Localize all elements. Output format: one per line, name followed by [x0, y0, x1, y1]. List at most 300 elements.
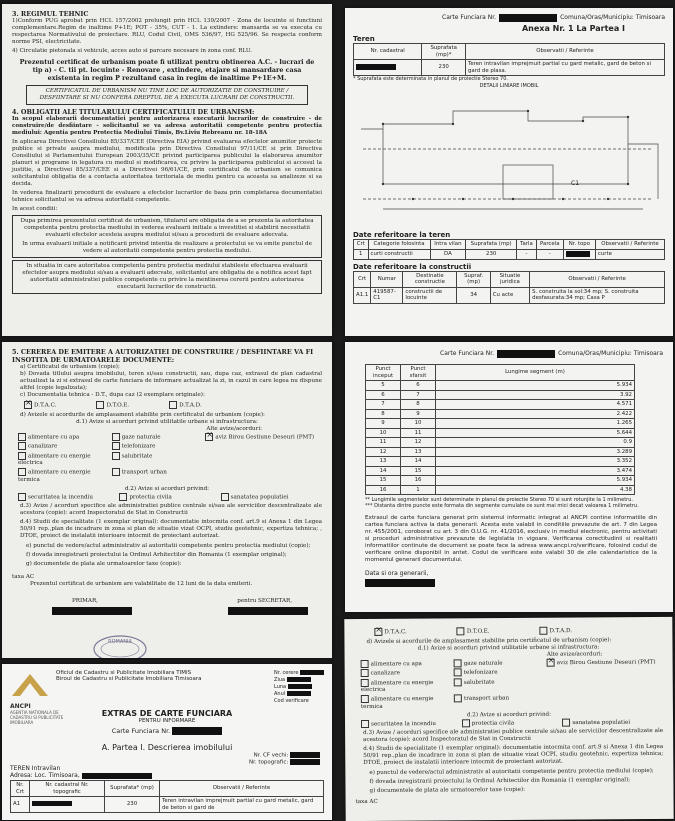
dt-option [539, 627, 572, 636]
table-header: Destinatie constructie [403, 271, 457, 287]
checkbox-icon [96, 401, 104, 409]
table-cell: 16 [401, 476, 436, 486]
utility-item [454, 677, 543, 693]
table-cell: 0.9 [436, 438, 635, 448]
table-header: Nr. cadastral [354, 44, 422, 60]
checkbox-icon [454, 678, 462, 686]
table-cell: 6 [401, 381, 436, 391]
meta-row [274, 677, 324, 684]
environment-box-line: Dupa primirea prezentului certificat de urbanism, titularul are obligatia de a se prezenta la autoritatea competenta pentru protectia mediului in vederea evaluarii initiale a investitiei si stabilirii necesitatii evaluarii efectelor acesteia asupra mediului si/sau a procedurii de evaluare adecvata. [20, 218, 314, 238]
e-item: e) punctul de vedere/actul administrativ al autoritatii competente pentru protectia mediului (copie); [369, 767, 654, 776]
d2-items [361, 717, 663, 728]
table-cell: 12 [366, 447, 401, 457]
table-cell: 3.289 [436, 447, 635, 457]
cf-number-row [10, 727, 324, 735]
constr-title: Date referitoare la constructii [353, 262, 472, 271]
table-cell: S. construita la sol:34 mp; S. construita desfasurata:34 mp; Casa P [530, 287, 665, 303]
f-item: f) dovada inregistrarii proiectului la Ordinul Arhitectilor din Romania (1 exemplar original); [369, 777, 631, 785]
dt-option-label: D.T.O.E. [106, 402, 130, 409]
table-row [366, 438, 635, 448]
utilities-grid [18, 433, 322, 484]
extract-body: Extrasul de carte funciara generat prin sistemul informatic integrat al ANCPI contine informatiile din cartea funciara activa la data generarii. Acesta este valabil in conditiile prevazute de art. 7 din Legea nr. 455/2001, coroborat cu art. 3 din O.U.G. nr. 41/2016, exclusiv in mediul electronic, pentru activitati si proceduri administrative prevazute de legislatia in vigoare. Verificarea corectitudinii si realitatii informatiilor continute de document se poate face la adresa www.ancpi.ro/verificare, folosind codul de verificare online disponibil in antet. Codul de verificare este valabil 30 de zile calendaristice de la momentul generarii documentului. [365, 515, 657, 563]
signature-redactions [52, 607, 308, 615]
obligations-heading: 4. OBLIGATII ALE TITULARULUI CERTIFICATULUI DE URBANISM: [12, 108, 255, 116]
dt-option-label: D.T.A.D. [179, 402, 202, 409]
utility-item [18, 452, 108, 468]
checkbox-icon [18, 442, 26, 450]
d2-heading: d.2) Avize si acorduri privind: [466, 711, 552, 718]
d2-item-label: protectia civila [471, 719, 515, 727]
table-cell: 3.474 [436, 466, 635, 476]
table-header: Tarla [517, 240, 537, 250]
table-cell: 6 [366, 390, 401, 400]
utility-label: alimentare cu apa [370, 660, 422, 667]
redaction [288, 684, 312, 689]
table-header: Nr. topo [563, 240, 595, 250]
document-item: b) Dovada titlului asupra imobilului, teren si/sau constructii, sau, dupa caz, extrasul de plan cadastral actualizat la zi si extrasul de carte funciara de informare actualizat la zi, in cazul in care legea nu dispune altfel (copie legalizata); [20, 371, 322, 391]
d2-items [18, 493, 322, 502]
checkbox-icon [361, 719, 369, 727]
utility-item [112, 468, 202, 484]
regime-text: 1)Conform PUG aprobat prin HCL 157/2002 prelungit prin HCL 139/2007 - Zona de locuinte si functiuni complementare.Regim de inaltime P+1E; POT - 35%, CUT - 1. La extindere: mansarda se va executa cu respectarea Normativului de proiectare. RLU, Codul Civil, OMS 536/97, HG 525/96. Se respecta conform norme PSI, electricitate. [12, 18, 322, 45]
checkbox-icon [221, 493, 229, 501]
table-header: Situatie juridica [490, 271, 529, 287]
checkbox-icon [112, 468, 120, 476]
utility-item [361, 659, 450, 668]
d3-text: d.3) Avize / acorduri specifice ale administratiei publice centrale si/sau ale serviciilor descentralizate ale acestora (copie): acord Inspectoratul de Stat in Constructii [363, 727, 664, 744]
table-cell: Cu acte [490, 287, 529, 303]
regime-heading: 3. REGIMUL TEHNIC [12, 10, 89, 18]
dt-option [24, 401, 56, 410]
table-cell: 34 [457, 287, 490, 303]
neighbor-outline [628, 144, 658, 199]
table-header: Supraf. (mp) [457, 271, 490, 287]
dt-options [374, 626, 662, 637]
checkbox-icon [119, 493, 127, 501]
other-aviz-label: aviz Birou Gestiune Deseuri (PMT) [215, 434, 315, 440]
d2-item [462, 718, 563, 727]
certificate-statement: Prezentul certificat de urbanism poate fi utilizat pentru obtinerea A.C. - lucrari de tip a) - C. tii pt. locuinte - Renovare , extindere, etajare si mansardare casa existenta in regim P rezultand casa in regim de inaltime P+1E+M. [19, 58, 315, 82]
checkbox-icon [18, 433, 26, 441]
table-header: Punct sfarsit [401, 365, 436, 381]
table-header: Observatii / Referinte [530, 271, 665, 287]
primar-label: PRIMAR, [72, 598, 98, 604]
table-header: Nr. cadastral Nr. topografic [30, 781, 105, 797]
redaction [290, 752, 320, 758]
table-cell: 7 [366, 400, 401, 410]
table-row [366, 447, 635, 457]
other-aviz-item [205, 433, 322, 442]
document-page-annex [345, 8, 673, 336]
dt-option-label: D.T.A.D. [549, 628, 573, 635]
table-cell: 9 [366, 419, 401, 429]
utilities-grid [361, 657, 663, 710]
meta-label: Nr. cerere [274, 670, 299, 676]
building-label: C1 [571, 180, 580, 187]
table-cell: 2.422 [436, 409, 635, 419]
table-cell: constructii de locuinte [403, 287, 457, 303]
checkbox-icon [112, 433, 120, 441]
dt-option [169, 401, 202, 410]
utility-label: telefonizare [121, 443, 156, 450]
utility-label: alimentare cu energie termica [360, 696, 434, 710]
table-cell: 3.352 [436, 457, 635, 467]
environment-box [12, 215, 322, 258]
obligations-intro: In scopul elaborarii documentatiei pentru autorizarea executarii lucrarilor de construire - de construire/de desfiintare - solicitantul se va adresa autoritatii competente pentru protectia mediului: Agentia pentru Protectia Mediului Timis, Bv.Liviu Rebreanu nr. 18-18A [12, 116, 322, 136]
signatures [72, 598, 292, 605]
table-cell: 5.644 [436, 428, 635, 438]
regime-note: 4) Circulatie pietonala si vehicule, acces auto si parcare necesare in zona conf. RLU. [12, 48, 252, 54]
redaction [228, 607, 308, 615]
table-row [366, 428, 635, 438]
e-item: e) punctul de vedere/actul administrativ al autoritatii competente pentru protectia mediului (copie); [26, 543, 311, 549]
redaction [172, 727, 222, 735]
table-cell: 230 [105, 797, 160, 813]
d2-item-label: securitatea la incendiu [28, 494, 93, 500]
teren-data-title: Date referitoare la teren [353, 231, 451, 239]
d2-item [361, 719, 462, 728]
table-cell: 10 [366, 428, 401, 438]
partea-title: A. Partea I. Descrierea imobilului [101, 743, 233, 752]
d2-item-label: sanatatea populatiei [572, 719, 631, 726]
table-cell: 14 [366, 466, 401, 476]
table-cell: 15 [366, 476, 401, 486]
documents-heading: 5. CEREREA DE EMITERE A AUTORIZATIEI DE CONSTRUIRE / DESFIINTARE VA FI INSOTITA DE URMATOARELE DOCUMENTE: [12, 348, 314, 364]
redaction [287, 691, 311, 696]
utility-item [454, 694, 543, 710]
document-page-required-documents [2, 342, 332, 658]
tax-label: taxa AC [12, 574, 35, 580]
checkbox-icon [539, 627, 547, 635]
checked-checkbox-icon [205, 433, 213, 441]
checkbox-icon [169, 401, 177, 409]
parcel-outline [383, 111, 628, 184]
contact-note: In vederea finalizarii procedurii de evaluare a efectelor lucrarilor de baza prin completarea documentatiei tehnice solicitantul se va adresa autoritatii competente. [12, 190, 322, 203]
parcel-table [10, 780, 324, 813]
logo-name: ANCPI [10, 703, 31, 710]
address-row [10, 772, 324, 779]
table-header: Observatii / Referinte [160, 781, 324, 797]
table-cell: 5.934 [436, 381, 635, 391]
utility-item [361, 668, 450, 677]
d2-item [221, 493, 322, 502]
avize-heading: d) Avizele si acordurile de amplasament stabilite prin certificatul de urbanism (copie): [366, 636, 612, 645]
official-stamp-icon [92, 634, 148, 658]
table-cell: A1 [11, 797, 30, 813]
table-row [366, 400, 635, 410]
dt-option-label: D.T.O.E. [466, 628, 490, 635]
validity-text: Prezentul certificat de urbanism are valabilitate de 12 luni de la data emiterii. [30, 581, 253, 587]
checkbox-icon [361, 695, 369, 703]
utility-label: salubritate [463, 679, 495, 686]
table-cell: - [517, 249, 537, 259]
obligations-text: In aplicarea Directivei Consiliului 85/337/CEE (Directiva EIA) privind evaluarea efectelor anumitor proiecte publice si private asupra mediului, modificata prin Directiva Consiliului 97/11/CE si prin Directiva Consiliului si Parlamentului European 2003/35/CE privind participarea publicului la elaborarea anumitor planuri si programe in legatura cu mediul si modificarea, cu privire la participarea publicului si accesul la justitie, a Directivei 85/337/CEE si a Directivei 96/61/CE, prin certificatul de urbanism se comunica solicitantului obligatia de a contacta autoritatea teritoriala de mediu pentru ca aceasta sa analizeze si sa decida. [12, 139, 322, 187]
cf-header-prefix: Carte Funciara Nr. [442, 14, 497, 21]
meta-row [274, 698, 324, 705]
table-note: * Suprafata este determinata in planul de proiectie Stereo 70. [353, 76, 509, 82]
d2-item-label: protectia civila [129, 494, 172, 500]
d2-item [18, 493, 119, 502]
utility-item [112, 433, 202, 442]
secretar-label: pentru SECRETAR, [237, 598, 292, 604]
utility-label: gaze naturale [121, 434, 161, 440]
agency-header [10, 670, 324, 705]
plan-caption: DETALII LINIARE IMOBIL [479, 83, 539, 89]
utility-label: alimentare cu energie termica [18, 469, 91, 483]
checkbox-icon [18, 493, 26, 501]
d2-item [562, 717, 663, 726]
checkbox-icon [462, 719, 470, 727]
checkbox-icon [454, 668, 462, 676]
agency-line: Biroul de Cadastru si Publicitate Imobiliara Timisoara [56, 676, 202, 682]
table-cell: 5.934 [436, 476, 635, 486]
table-cell: 12 [401, 438, 436, 448]
redaction [497, 350, 555, 358]
checked-checkbox-icon [24, 401, 32, 409]
checked-checkbox-icon [547, 658, 555, 666]
g-item: g) documentele de plata ale urmatoarelor taxe (copie): [26, 561, 182, 567]
table-cell: 10 [401, 419, 436, 429]
notice-box: CERTIFICATUL DE URBANISM NU TINE LOC DE AUTORIZATIE DE CONSTRUIRE / DESFIINTARE SI NU CONFERA DREPTUL DE A EXECUTA LUCRARI DE CONSTRUCTII. [26, 85, 308, 105]
utility-label: transport urban [463, 695, 510, 702]
table-cell: 14 [401, 457, 436, 467]
table-cell: 1 [401, 485, 436, 495]
table-row [366, 390, 635, 400]
utility-item [454, 668, 543, 677]
environment-box-line: In urma evaluarii initiale a notificarii privind intentia de realizare a proiectului se va emite punctul de vedere al autoritatii competente pentru protectia mediului. [22, 241, 312, 254]
table-cell: Teren intravilan imprejmuit partial cu gard metalic, gard de beton si gard de plasa. [465, 60, 664, 76]
document-page-land-extract [2, 664, 332, 820]
f-item: f) dovada inregistrarii proiectului la Ordinul Arhitectilor din Romania (1 exemplar original); [26, 552, 287, 558]
table-cell: curti constructii [368, 249, 430, 259]
checkbox-icon [454, 659, 462, 667]
meta-row [274, 684, 324, 691]
meta-label: Cod verificare [274, 698, 309, 704]
table-cell [563, 249, 595, 259]
teren-line: TEREN Intravilan [10, 765, 61, 772]
table-row [366, 485, 635, 495]
avize-sub: d.1) Avize si acorduri privind utilitatile urbane si infrastructura: [417, 643, 600, 652]
table-header: Suprafata* (mp) [105, 781, 160, 797]
utility-item [18, 468, 108, 484]
utility-label: alimentare cu energie electrica [18, 453, 91, 466]
dt-option-label: D.T.A.C. [384, 629, 407, 636]
utility-item [361, 678, 450, 694]
teren-summary-table [353, 43, 665, 76]
utility-label: gaze naturale [463, 660, 503, 667]
cf-label: Carte Funciara Nr. [111, 727, 171, 735]
date-label: Data si ora generarii, [365, 570, 429, 577]
table-row [366, 476, 635, 486]
checkbox-icon [18, 452, 26, 460]
table-cell: 4.571 [436, 400, 635, 410]
redaction [499, 14, 557, 22]
document-item: c) Documentatia tehnica - D.T., dupa caz (2 exemplare originale): [20, 392, 205, 398]
avize-sub: d.1) Avize si acorduri privind utilitatile urbane si infrastructura: [76, 418, 258, 425]
checkbox-icon [361, 678, 369, 686]
table-row [366, 466, 635, 476]
redaction [300, 670, 324, 675]
site-plan-drawing [353, 89, 665, 229]
table-header: Punct inceput [366, 365, 401, 381]
teren-label: Teren [353, 35, 375, 43]
extract-subtitle: PENTRU INFORMARE [138, 718, 196, 724]
table-header: Observatii / Referinte [465, 44, 664, 60]
cf-header [355, 350, 663, 358]
redaction [82, 773, 152, 779]
other-label: Alte avize/acorduri: [546, 650, 603, 658]
table-cell: 5 [366, 381, 401, 391]
table-cell: curte [595, 249, 664, 259]
table-header: Suprafata (mp) [466, 240, 517, 250]
d2-heading: d.2) Avize si acorduri privind: [124, 485, 210, 492]
checkbox-icon [18, 468, 26, 476]
address-label: Adresa: Loc. Timisoara, [10, 772, 80, 779]
teren-data-table [353, 239, 665, 260]
cf-header-suffix: Comuna/Oras/Municipiu: Timisoara [558, 350, 663, 357]
d3-text: d.3) Avize / acorduri specifice ale administratiei publice centrale si/sau ale serviciilor descentralizate ale acestora (copie): acord Inspectoratul de Stat in Constructii [20, 503, 322, 516]
table-row [366, 409, 635, 419]
meta-label: Luna [274, 684, 287, 690]
table-cell: 15 [401, 466, 436, 476]
table-header: Crt [354, 271, 371, 287]
request-meta [274, 670, 324, 705]
topo-label: Nr. topografic: [249, 759, 289, 765]
other-label: Alte avize/acorduri: [206, 425, 262, 432]
d2-item-label: securitatea la incendiu [371, 720, 437, 727]
redaction [365, 579, 435, 587]
table-cell: Teren intravilan imprejmuit partial cu gard metalic, gard de beton si gard de [160, 797, 324, 813]
table-cell [30, 797, 105, 813]
document-page-required-documents-copy [344, 617, 673, 821]
table-cell [354, 60, 422, 76]
table-header: Lungime segment (m) [436, 365, 635, 381]
d4-text: d.4) Studii de specialitate (1 exemplar original): documentatie intocmita conf. art.9 si Anexa 1 din Legea 50/91 rep.,plan de incadrare in zona si plan de situatie vizat OCPI, studiu geotehnic, expertiza tehnica; , DTOE, proiect de instalatii interioare intocmit de proiectant autorizat. [20, 519, 322, 539]
table-cell: 11 [401, 428, 436, 438]
utility-label: telefonizare [463, 669, 498, 676]
utility-label: salubritate [121, 453, 153, 459]
stamp-text: ROMANIA [108, 639, 132, 645]
table-header: Crt [354, 240, 369, 250]
dt-options [24, 401, 322, 410]
table-header: Categorie folosinta [368, 240, 430, 250]
utility-item [18, 433, 108, 442]
extract-title: EXTRAS DE CARTE FUNCIARA [101, 709, 233, 718]
utility-label: alimentare cu energie electrica [360, 679, 434, 694]
cf-old-label: Nr. CF vechi: [253, 752, 289, 759]
meta-row [274, 670, 324, 677]
segment-note: *** Distanta dintre puncte este formata din segmente cumulate ce sunt mai mici decat valoarea 1 milimetru. [365, 503, 639, 509]
checkbox-icon [457, 627, 465, 635]
document-page-urbanism-regime [2, 4, 332, 336]
other-aviz-label: aviz Birou Gestiune Deseuri (PMT) [556, 658, 656, 666]
utility-label: alimentare cu apa [28, 434, 80, 440]
dt-option [374, 628, 406, 637]
table-header: Numar [371, 271, 403, 287]
utility-item [112, 452, 202, 468]
checkbox-icon [112, 442, 120, 450]
table-header: Suprafata (mp)* [422, 44, 466, 60]
construction-table [353, 271, 665, 304]
d2-item-label: sanatatea populatiei [230, 494, 289, 500]
checkbox-icon [562, 718, 570, 726]
redaction [290, 759, 320, 765]
table-cell: 9 [401, 409, 436, 419]
logo-sub: AGENTIA NATIONALA DE CADASTRU SI PUBLICITATE IMOBILIARA [10, 710, 64, 725]
table-cell: 419587-C1 [371, 287, 403, 303]
meta-row [274, 691, 324, 698]
table-cell: 7 [401, 390, 436, 400]
table-cell: 230 [466, 249, 517, 259]
table-cell: A1.1 [354, 287, 371, 303]
dt-option-label: D.T.A.C. [34, 402, 57, 409]
segment-note: ** Lungimile segmentelor sunt determinate in planul de proiectie Stereo 70 si sunt rotunjite la 1 milimetru. [365, 497, 633, 503]
table-row [366, 419, 635, 429]
table-cell: 11 [366, 438, 401, 448]
utility-item [361, 694, 450, 710]
utility-label: canalizare [28, 443, 58, 450]
table-cell: 4.38 [436, 485, 635, 495]
annex-title: Anexa Nr. 1 La Partea I [521, 24, 625, 33]
agency-line: Oficiul de Cadastru si Publicitate Imobiliara TIMIS [56, 670, 192, 676]
ancpi-logo-icon [10, 670, 50, 704]
checked-checkbox-icon [374, 628, 382, 636]
checkbox-icon [112, 452, 120, 460]
table-cell: 8 [401, 400, 436, 410]
cf-header [353, 14, 665, 22]
utility-item [112, 442, 202, 451]
table-cell: 13 [366, 457, 401, 467]
table-cell: 3.92 [436, 390, 635, 400]
utility-label: canalizare [370, 670, 400, 677]
utility-item [454, 658, 543, 667]
checkbox-icon [361, 669, 369, 677]
meta-label: Anul [274, 691, 286, 697]
table-header: Nr. Crt [11, 781, 30, 797]
utility-label: transport urban [121, 469, 167, 476]
table-cell: 230 [422, 60, 466, 76]
meta-label: Ziua [274, 677, 286, 683]
table-row [366, 457, 635, 467]
table-cell: 8 [366, 409, 401, 419]
utility-item [18, 442, 108, 451]
cf-header-suffix: Comuna/Oras/Municipiu: Timisoara [560, 14, 665, 21]
table-cell: 1 [354, 249, 369, 259]
dt-option [96, 401, 129, 410]
d4-text: d.4) Studii de specialitate (1 exemplar original): documentatie intocmita conf. art.9 si Anexa 1 din Legea 50/91 rep.,plan de incadrare in zona si plan de situatie vizat OCPI, studiu geotehnic, expertiza tehnica; DTOE, proiect de instalatii interioare intocmit de proiectant autorizat. [363, 743, 664, 767]
building-c1 [503, 165, 553, 199]
dt-option [457, 627, 490, 636]
redaction [566, 251, 590, 257]
d2-item [119, 493, 220, 502]
table-header: Intra vilan [430, 240, 466, 250]
avize-heading: d) Avizele si acordurile de amplasament stabilite prin certificatul de urbanism (copie): [20, 411, 265, 418]
table-header: Observatii / Referinte [595, 240, 664, 250]
document-item: a) Certificatul de urbanism (copie); [20, 364, 120, 370]
tax-label: taxa AC [355, 798, 378, 806]
redaction [52, 607, 132, 615]
table-header: Parcela [536, 240, 563, 250]
checkbox-icon [361, 659, 369, 667]
redaction [287, 677, 311, 682]
table-cell: 1.265 [436, 419, 635, 429]
table-cell: 16 [366, 485, 401, 495]
cf-header-prefix: Carte Funciara Nr. [440, 350, 495, 357]
document-page-segments [345, 342, 673, 612]
table-row [366, 381, 635, 391]
table-cell: - [536, 249, 563, 259]
table-cell: DA [430, 249, 466, 259]
